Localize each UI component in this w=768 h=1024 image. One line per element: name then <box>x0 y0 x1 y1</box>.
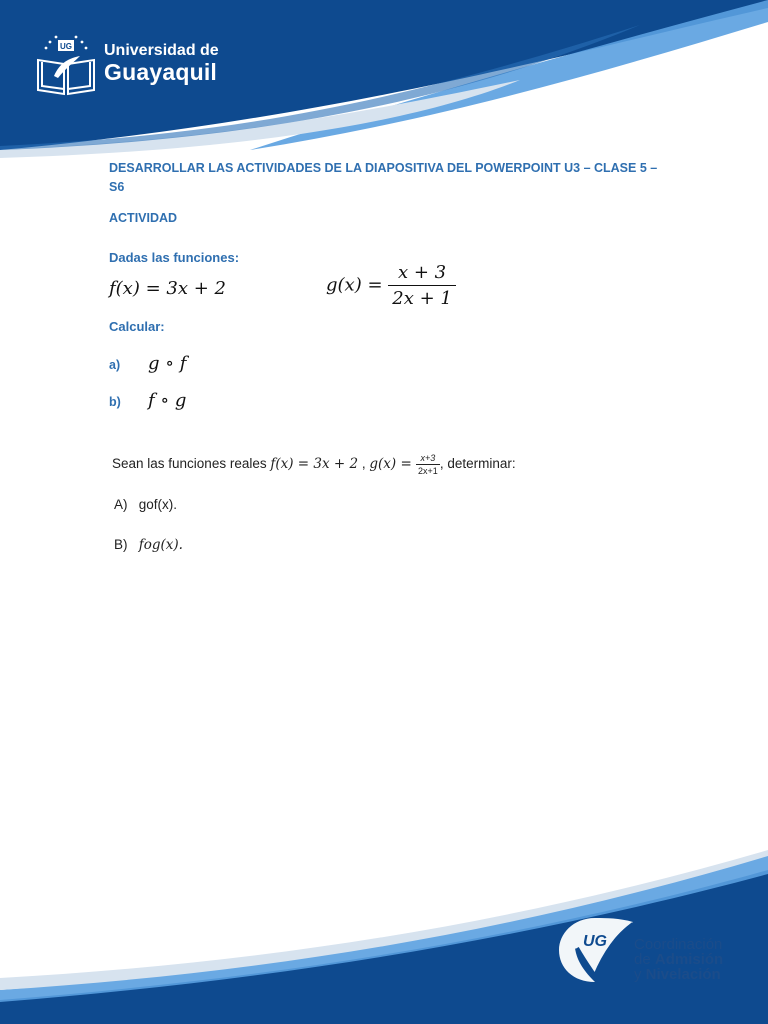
ug-checkmark-icon <box>555 912 635 988</box>
task-a <box>114 497 177 512</box>
coordination-wordmark <box>634 937 723 982</box>
book-emblem-icon <box>34 32 98 98</box>
statement-f: f(x) = 3x + 2 <box>270 456 359 473</box>
task-b-label: B) <box>114 537 128 552</box>
footer-monogram: UG <box>583 933 607 950</box>
logo-line1: Universidad de <box>104 42 219 59</box>
statement-g-numerator: x+3 <box>416 453 440 465</box>
g-numerator: x + 3 <box>388 262 456 286</box>
item-a-label: a) <box>109 358 121 372</box>
statement-g-denominator: 2x+1 <box>418 466 438 476</box>
item-a-expression <box>148 353 186 374</box>
coord-line3-bold: Nivelación <box>645 966 721 983</box>
statement-g: g(x) = <box>369 456 417 473</box>
task-b <box>114 537 183 553</box>
statement-g-fraction <box>416 453 440 476</box>
coord-line2-pre: de <box>634 951 655 968</box>
statement-post: , determinar: <box>439 456 516 472</box>
task-a-text: gof(x). <box>138 497 178 512</box>
given-label: Dadas las funciones: <box>109 250 240 265</box>
logo-wordmark <box>104 42 219 84</box>
coordination-logo[interactable] <box>555 912 635 988</box>
statement-mid: , <box>358 456 370 472</box>
logo-line2: Guayaquil <box>104 59 217 85</box>
statement-pre: Sean las funciones reales <box>112 456 271 472</box>
svg-text:UG: UG <box>60 42 72 51</box>
item-b-expr: f ∘ g <box>148 390 187 411</box>
g-denominator: 2x + 1 <box>392 288 452 309</box>
g-lhs: g(x) = <box>326 274 383 296</box>
coord-line2-bold: Admisión <box>654 951 724 968</box>
item-b-label: b) <box>109 395 121 409</box>
g-definition <box>326 262 456 309</box>
coord-line1: Coordinación <box>634 936 723 953</box>
problem-statement <box>112 453 516 476</box>
coord-line3 <box>634 967 723 982</box>
item-b-expression <box>148 390 186 411</box>
coord-line2 <box>634 952 723 967</box>
task-a-label: A) <box>114 497 128 512</box>
document-title: DESARROLLAR LAS ACTIVIDADES DE LA DIAPOSITIVA DEL POWERPOINT U3 – CLASE 5 – S6 <box>109 161 658 194</box>
task-b-text: fog(x). <box>138 537 183 553</box>
section-heading: ACTIVIDAD <box>109 211 178 225</box>
coord-line3-pre: y <box>634 966 646 983</box>
item-a-expr: g ∘ f <box>148 353 187 374</box>
calc-label: Calcular: <box>109 319 165 334</box>
f-definition <box>109 278 226 299</box>
university-logo[interactable] <box>34 32 234 102</box>
f-expression: f(x) = 3x + 2 <box>109 278 226 299</box>
g-fraction <box>388 262 456 309</box>
